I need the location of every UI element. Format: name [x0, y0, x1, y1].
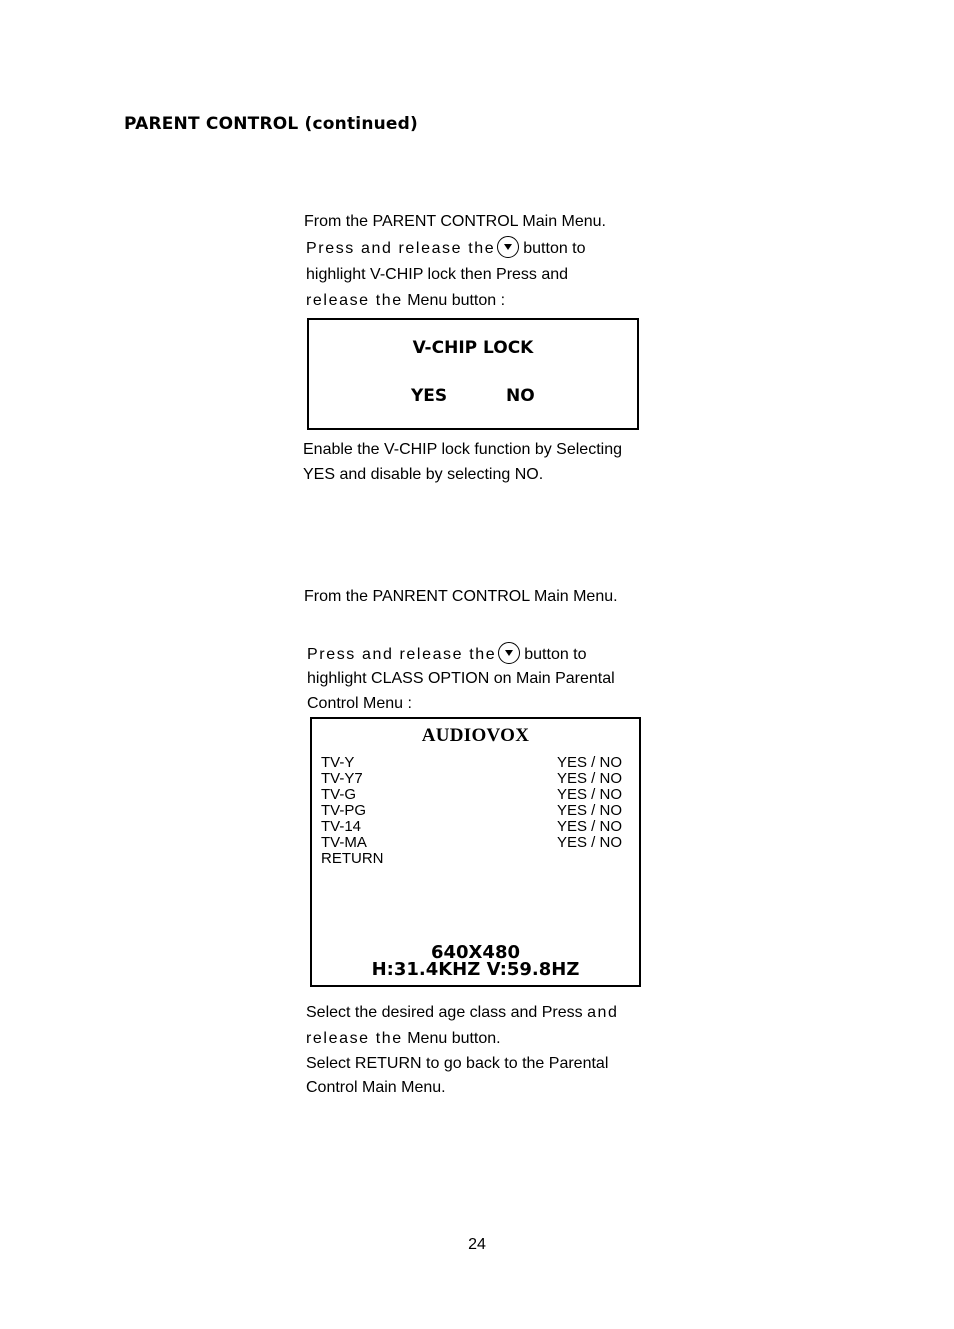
class-value: YES / NO — [557, 770, 623, 787]
section2-line1: From the PANRENT CONTROL Main Menu. — [304, 588, 618, 605]
vchip-yes-option: YES — [411, 386, 448, 406]
vchip-no-option: NO — [506, 386, 535, 406]
class-label: TV-G — [321, 786, 357, 803]
page-number: 24 — [468, 1236, 486, 1253]
class-label: TV-Y — [321, 754, 355, 771]
section2-after1-b: and — [587, 1004, 619, 1021]
section2-after2 — [306, 1026, 501, 1052]
section1-line2-a: Press and release the — [306, 240, 496, 257]
frequency-readout: H:31.4KHZ V:59.8HZ — [371, 959, 580, 980]
section2-line4: Control Menu : — [307, 695, 412, 712]
section2-after1 — [306, 1000, 619, 1026]
section1-line4-a: release the — [306, 292, 403, 309]
class-value: YES / NO — [557, 818, 623, 835]
section2-line2-a: Press and release the — [307, 646, 497, 663]
class-option-menu-box — [310, 717, 641, 987]
page-heading: PARENT CONTROL (continued) — [124, 114, 419, 134]
vchip-lock-title: V-CHIP LOCK — [412, 338, 534, 358]
section2-after2-b: Menu button. — [407, 1030, 501, 1047]
class-value: YES / NO — [557, 754, 623, 771]
section1-after1: Enable the V-CHIP lock function by Selecting — [303, 441, 622, 458]
section2-line2-b: button to — [524, 646, 587, 663]
class-label: RETURN — [321, 850, 384, 867]
class-label: TV-14 — [321, 818, 362, 835]
down-arrow-button-icon — [497, 236, 519, 258]
resolution-readout: 640X480 — [430, 942, 521, 963]
section2-after4: Control Main Menu. — [306, 1079, 446, 1096]
section1-line2-b: button to — [523, 240, 586, 257]
section2-line3: highlight CLASS OPTION on Main Parental — [307, 670, 615, 687]
section2-after1-a: Select the desired age class and Press — [306, 1004, 583, 1021]
section1-line4 — [306, 288, 505, 314]
class-label: TV-Y7 — [321, 770, 363, 787]
class-label: TV-MA — [321, 834, 367, 851]
section1-line2 — [306, 236, 586, 262]
section1-line3: highlight V-CHIP lock then Press and — [306, 266, 569, 283]
class-label: TV-PG — [321, 802, 367, 819]
class-value: YES / NO — [557, 786, 623, 803]
section1-line1: From the PARENT CONTROL Main Menu. — [304, 213, 606, 230]
section2-line2 — [307, 642, 587, 668]
section2-after2-a: release the — [306, 1030, 403, 1047]
vchip-lock-menu-box — [307, 318, 639, 430]
section1-line4-b: Menu button : — [407, 292, 506, 309]
section2-after3: Select RETURN to go back to the Parental — [306, 1055, 609, 1072]
audiovox-brand: AUDIOVOX — [421, 725, 530, 746]
section1-after2: YES and disable by selecting NO. — [303, 466, 544, 483]
class-value: YES / NO — [557, 802, 623, 819]
down-arrow-button-icon — [498, 642, 520, 664]
class-value: YES / NO — [557, 834, 623, 851]
